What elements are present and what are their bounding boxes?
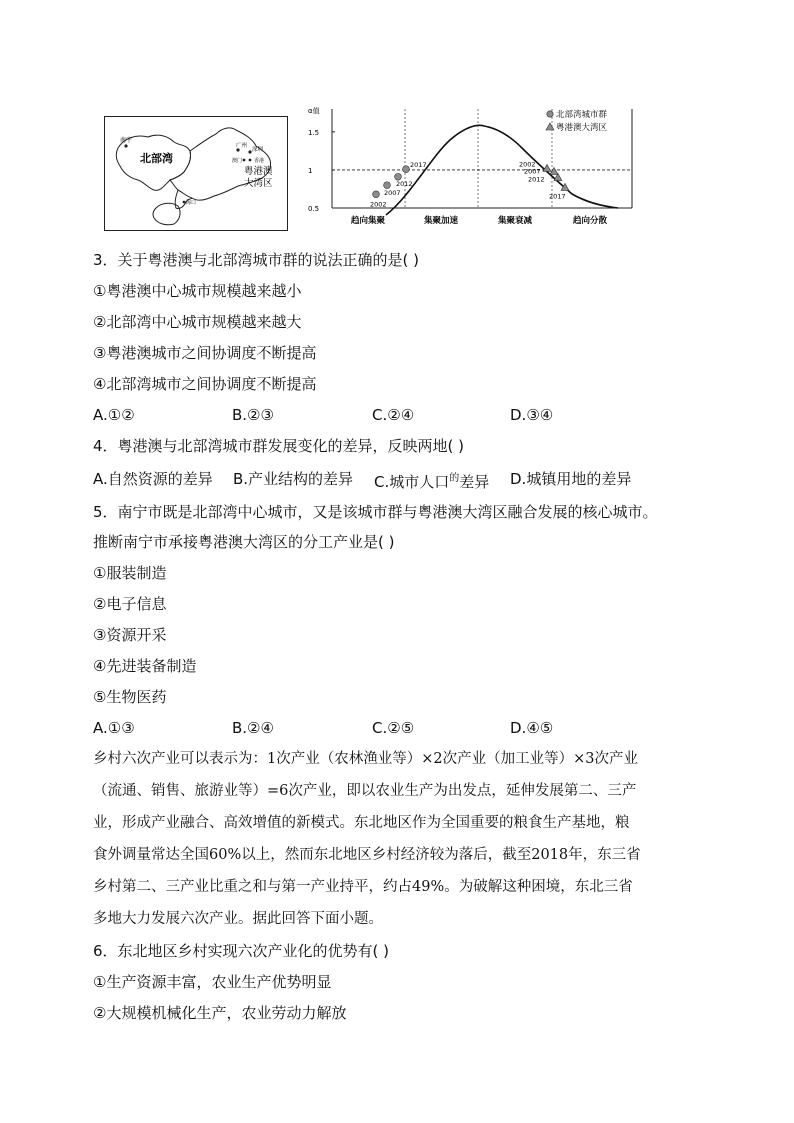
map-label-gba-1: 粤港澳 bbox=[244, 166, 273, 177]
q3-option-4: ④北部湾城市之间协调度不断提高 bbox=[93, 375, 317, 393]
passage-line-1: 乡村六次产业可以表示为：1次产业（农林渔业等）×2次产业（加工业等）×3次产业 bbox=[93, 751, 638, 767]
q4-stem: 4．粤港澳与北部湾城市群发展变化的差异，反映两地( ) bbox=[93, 437, 465, 455]
q3-choice-a[interactable]: A.①② bbox=[93, 406, 135, 424]
gba-point-label: 2002 bbox=[519, 160, 536, 169]
map-label-hk: 香港 bbox=[254, 158, 265, 164]
q6-stem: 6．东北地区乡村实现六次产业化的优势有( ) bbox=[93, 942, 390, 960]
stage-label: 集聚加速 bbox=[423, 216, 459, 226]
alpha-chart bbox=[300, 104, 640, 234]
gba-point-label: 2007 bbox=[524, 167, 541, 176]
y-axis-label: α值 bbox=[308, 107, 320, 115]
y-tick-label: 1 bbox=[308, 166, 313, 175]
q4-choice-d[interactable]: D.城镇用地的差异 bbox=[510, 470, 632, 488]
q5-option-1: ①服装制造 bbox=[93, 564, 167, 582]
passage-line-4: 食外调量常达全国60%以上，然而东北地区乡村经济较为落后，截至2018年，东三省 bbox=[93, 847, 641, 863]
gba-point-label: 2012 bbox=[528, 175, 545, 184]
hk-dot bbox=[249, 159, 252, 162]
passage-line-2: （流通、销售、旅游业等）=6次产业，即以农业生产为出发点，延伸发展第二、三产 bbox=[93, 783, 637, 799]
q5-choice-d[interactable]: D.④⑤ bbox=[510, 719, 554, 737]
q6-option-1: ①生产资源丰富，农业生产优势明显 bbox=[93, 973, 332, 991]
q3-option-1: ①粤港澳中心城市规模越来越小 bbox=[93, 282, 302, 300]
beibuwan-point-label: 2012 bbox=[396, 179, 413, 188]
gba-point bbox=[543, 164, 551, 171]
y-tick-label: 1.5 bbox=[308, 128, 320, 137]
map-label-gba-2: 大湾区 bbox=[244, 178, 273, 189]
passage-line-5: 乡村第二、三产业比重之和与第一产业持平，约占49%。为破解这种困境，东北三省 bbox=[93, 879, 633, 895]
legend-label-gba: 粤港澳大湾区 bbox=[556, 123, 608, 133]
q3-option-2: ②北部湾中心城市规模越来越大 bbox=[93, 313, 302, 331]
beibuwan-point-label: 2002 bbox=[370, 200, 387, 209]
q5-choice-c[interactable]: C.②⑤ bbox=[372, 719, 415, 737]
q4-choice-c-text-1: C.城市人口 bbox=[374, 473, 450, 491]
q4-choice-a[interactable]: A.自然资源的差异 bbox=[93, 470, 213, 488]
q5-stem-line-1: 5．南宁市既是北部湾中心城市，又是该城市群与粤港澳大湾区融合发展的核心城市。 bbox=[93, 503, 658, 521]
q3-choice-b[interactable]: B.②③ bbox=[232, 406, 274, 424]
beibuwan-point-label: 2007 bbox=[384, 189, 401, 198]
region-map bbox=[104, 116, 288, 231]
q5-option-4: ④先进装备制造 bbox=[93, 657, 197, 675]
q4-choice-c[interactable] bbox=[374, 469, 489, 492]
q4-choice-c-text-2: 差异 bbox=[459, 473, 490, 491]
q3-option-3: ③粤港澳城市之间协调度不断提高 bbox=[93, 344, 317, 362]
gba-point bbox=[550, 167, 558, 174]
legend-triangle-icon bbox=[546, 123, 554, 130]
stage-label: 趋向集聚 bbox=[350, 216, 386, 226]
legend-label-beibuwan: 北部湾城市群 bbox=[556, 110, 608, 120]
passage-line-3: 业，形成产业融合、高效增值的新模式。东北地区作为全国重要的粮食生产基地，粮 bbox=[93, 815, 630, 831]
legend-circle-icon bbox=[547, 111, 553, 117]
q3-choice-c[interactable]: C.②④ bbox=[372, 406, 415, 424]
gba-point-label: 2017 bbox=[549, 192, 566, 201]
nanning-dot bbox=[124, 144, 127, 147]
q5-choice-b[interactable]: B.②④ bbox=[232, 719, 274, 737]
beibuwan-point-label: 2017 bbox=[410, 161, 427, 170]
q5-stem-line-2: 推断南宁市承接粤港澳大湾区的分工产业是( ) bbox=[93, 533, 395, 551]
map-label-haikou: 海口 bbox=[186, 200, 197, 206]
haikou-dot bbox=[183, 201, 186, 204]
y-tick-label: 0.5 bbox=[308, 205, 320, 213]
map-label-guangzhou: 广州 bbox=[236, 143, 248, 149]
q5-option-2: ②电子信息 bbox=[93, 595, 167, 613]
q4-choice-b[interactable]: B.产业结构的差异 bbox=[233, 470, 354, 488]
q5-option-5: ⑤生物医药 bbox=[93, 688, 167, 706]
macau-dot bbox=[243, 159, 246, 162]
map-label-beibuwan: 北部湾 bbox=[140, 152, 173, 165]
q3-choice-d[interactable]: D.③④ bbox=[510, 406, 554, 424]
stage-label: 趋向分散 bbox=[572, 216, 608, 226]
map-label-nanning: 南宁 bbox=[120, 137, 133, 144]
q3-stem: 3．关于粤港澳与北部湾城市群的说法正确的是( ) bbox=[93, 251, 420, 269]
q5-choice-a[interactable]: A.①③ bbox=[93, 719, 135, 737]
beibuwan-point bbox=[373, 191, 380, 198]
passage-line-6: 多地大力发展六次产业。据此回答下面小题。 bbox=[93, 911, 383, 927]
q6-option-2: ②大规模机械化生产，农业劳动力解放 bbox=[93, 1004, 347, 1022]
map-label-shenzhen: 深圳 bbox=[252, 147, 264, 153]
q5-option-3: ③资源开采 bbox=[93, 626, 167, 644]
stage-label: 集聚衰减 bbox=[497, 216, 533, 226]
beibuwan-point bbox=[403, 166, 410, 173]
q4-choice-c-sup: 的 bbox=[449, 473, 460, 484]
beibuwan-point bbox=[384, 182, 391, 189]
map-label-macau: 澳门 bbox=[232, 158, 243, 164]
